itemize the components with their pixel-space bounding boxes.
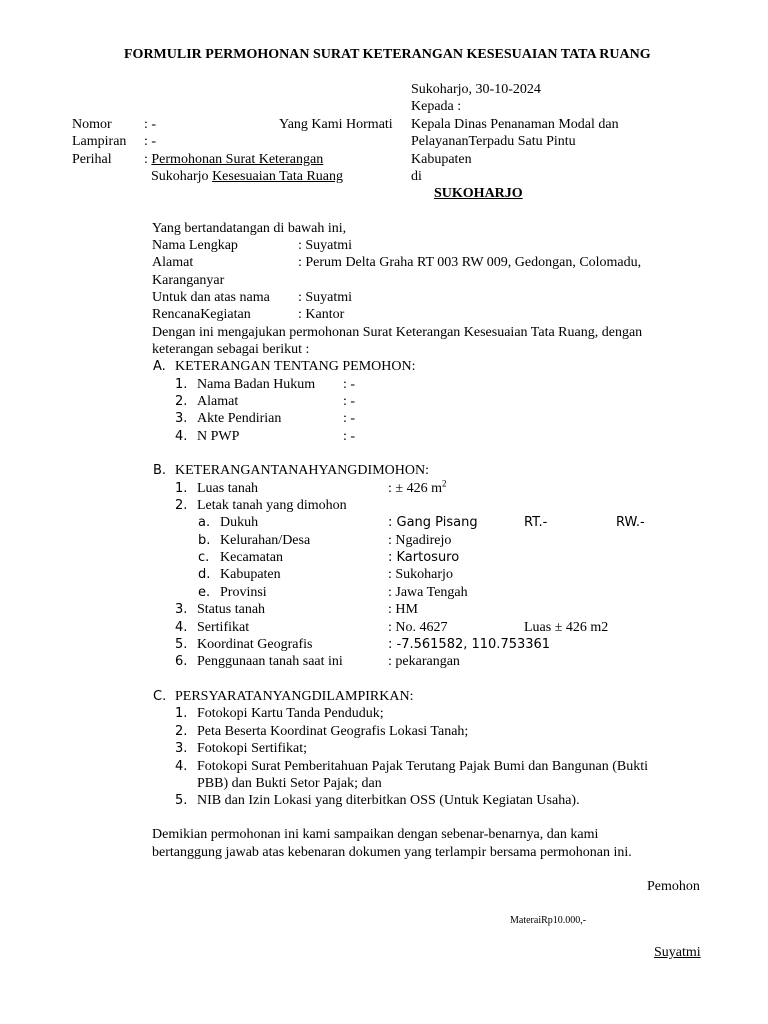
requirement-item: Peta Beserta Koordinat Geografis Lokasi Tanah;	[197, 724, 469, 739]
requirement-item: NIB dan Izin Lokasi yang diterbitkan OSS (Untuk Kegiatan Usaha).	[197, 793, 580, 808]
koordinat-label: Koordinat Geografis	[197, 637, 313, 652]
materai-label: MateraiRp10.000,-	[510, 915, 587, 926]
pemohon-label: Pemohon	[647, 879, 700, 894]
field-value: : -	[343, 394, 356, 409]
sertifikat-label: Sertifikat	[197, 620, 250, 635]
recipient-line: PelayananTerpadu Satu Pintu	[411, 134, 576, 149]
list-number: 5.	[175, 637, 188, 652]
perihal-value: : Permohonan Surat Keterangan	[144, 152, 324, 167]
luas-label: Luas tanah	[197, 481, 259, 496]
field-label: Kecamatan	[220, 550, 283, 565]
rw-value: RW.-	[616, 515, 645, 530]
nomor-value: : -	[144, 117, 157, 132]
field-value: : -	[343, 429, 356, 444]
list-number: 1.	[175, 481, 188, 496]
signature-name: Suyatmi	[654, 945, 701, 960]
field-value: : -	[343, 411, 356, 426]
field-value: : Gang Pisang	[388, 515, 478, 530]
sublist-letter: e.	[198, 585, 211, 600]
status-label: Status tanah	[197, 602, 266, 617]
list-number: 3.	[175, 602, 188, 617]
closing-text: Demikian permohonan ini kami sampaikan dengan sebenar-benarnya, dan kami	[152, 827, 599, 842]
field-label: N PWP	[197, 429, 240, 444]
status-value: : HM	[388, 602, 418, 617]
field-value: : Ngadirejo	[388, 533, 452, 548]
greeting: Yang Kami Hormati	[279, 117, 393, 132]
field-value: : Kartosuro	[388, 550, 460, 565]
lampiran-value: : -	[144, 134, 157, 149]
alamat-value: : Perum Delta Graha RT 003 RW 009, Gedongan, Colomadu,	[298, 255, 642, 270]
request-text-cont: keterangan sebagai berikut :	[152, 342, 310, 357]
nama-label: Nama Lengkap	[152, 238, 238, 253]
list-number: 2.	[175, 394, 188, 409]
field-label: Provinsi	[220, 585, 267, 600]
field-value: : Sukoharjo	[388, 567, 453, 582]
field-label: Kelurahan/Desa	[220, 533, 311, 548]
nomor-label: Nomor	[72, 117, 112, 132]
list-number: 2.	[175, 498, 188, 513]
kegiatan-value: : Kantor	[298, 307, 345, 322]
alamat-value-cont: Karanganyar	[152, 273, 225, 288]
requirement-item: Fotokopi Kartu Tanda Penduduk;	[197, 706, 384, 721]
penggunaan-label: Penggunaan tanah saat ini	[197, 654, 343, 669]
list-number: 5.	[175, 793, 188, 808]
atas-nama-value: : Suyatmi	[298, 290, 353, 305]
perihal-value-cont: Sukoharjo Kesesuaian Tata Ruang	[151, 169, 344, 184]
luas-value: : ± 426 $m^2$	[388, 478, 447, 496]
recipient-line: Kepala Dinas Penanaman Modal dan	[411, 117, 619, 132]
sublist-letter: a.	[198, 515, 211, 530]
field-label: Dukuh	[220, 515, 259, 530]
sertifikat-luas: Luas ± 426 m2	[524, 620, 609, 635]
atas-nama-label: Untuk dan atas nama	[152, 290, 270, 305]
section-c-marker: C.	[153, 689, 167, 704]
kegiatan-label: RencanaKegiatan	[152, 307, 251, 322]
section-a-marker: A.	[153, 359, 166, 374]
field-value: : -	[343, 377, 356, 392]
field-label: Nama Badan Hukum	[197, 377, 316, 392]
list-number: 1.	[175, 377, 188, 392]
list-number: 3.	[175, 411, 188, 426]
section-b-marker: B.	[153, 463, 167, 478]
recipient-line: Kabupaten	[411, 152, 472, 167]
section-c-heading: PERSYARATANYANGDILAMPIRKAN:	[175, 689, 414, 704]
penggunaan-value: : pekarangan	[388, 654, 460, 669]
sertifikat-value: : No. 4627	[388, 620, 448, 635]
list-number: 2.	[175, 724, 188, 739]
alamat-label: Alamat	[152, 255, 194, 270]
rt-value: RT.-	[524, 515, 548, 530]
list-number: 4.	[175, 759, 188, 774]
field-label: Kabupaten	[220, 567, 281, 582]
sublist-letter: c.	[198, 550, 210, 565]
requirement-item-cont: PBB) dan Bukti Setor Pajak; dan	[197, 776, 382, 791]
field-value: : Jawa Tengah	[388, 585, 468, 600]
intro-text: Yang bertandatangan di bawah ini,	[152, 221, 347, 236]
recipient-city: SUKOHARJO	[434, 186, 523, 201]
list-number: 3.	[175, 741, 188, 756]
requirement-item: Fotokopi Surat Pemberitahuan Pajak Terutang Pajak Bumi dan Bangunan (Bukti	[197, 759, 648, 774]
requirement-item: Fotokopi Sertifikat;	[197, 741, 308, 756]
request-text: Dengan ini mengajukan permohonan Surat Keterangan Kesesuaian Tata Ruang, dengan	[152, 325, 643, 340]
field-label: Alamat	[197, 394, 239, 409]
sublist-letter: d.	[198, 567, 211, 582]
perihal-label: Perihal	[72, 152, 112, 167]
list-number: 6.	[175, 654, 188, 669]
sublist-letter: b.	[198, 533, 211, 548]
nama-value: : Suyatmi	[298, 238, 353, 253]
place-date: Sukoharjo, 30-10-2024	[411, 82, 541, 97]
lampiran-label: Lampiran	[72, 134, 127, 149]
koordinat-value: : -7.561582, 110.753361	[388, 637, 551, 652]
field-label: Akte Pendirian	[197, 411, 282, 426]
list-number: 4.	[175, 620, 188, 635]
form-title: FORMULIR PERMOHONAN SURAT KETERANGAN KESESUAIAN TATA RUANG	[124, 47, 651, 62]
list-number: 4.	[175, 429, 188, 444]
letak-label: Letak tanah yang dimohon	[197, 498, 347, 513]
section-a-heading: KETERANGAN TENTANG PEMOHON:	[175, 359, 416, 374]
list-number: 1.	[175, 706, 188, 721]
closing-text-cont: bertanggung jawab atas kebenaran dokumen yang terlampir bersama permohonan ini.	[152, 845, 632, 860]
kepada-label: Kepada :	[411, 99, 462, 114]
recipient-line: di	[411, 169, 422, 184]
section-b-heading: KETERANGANTANAHYANGDIMOHON:	[175, 463, 429, 478]
